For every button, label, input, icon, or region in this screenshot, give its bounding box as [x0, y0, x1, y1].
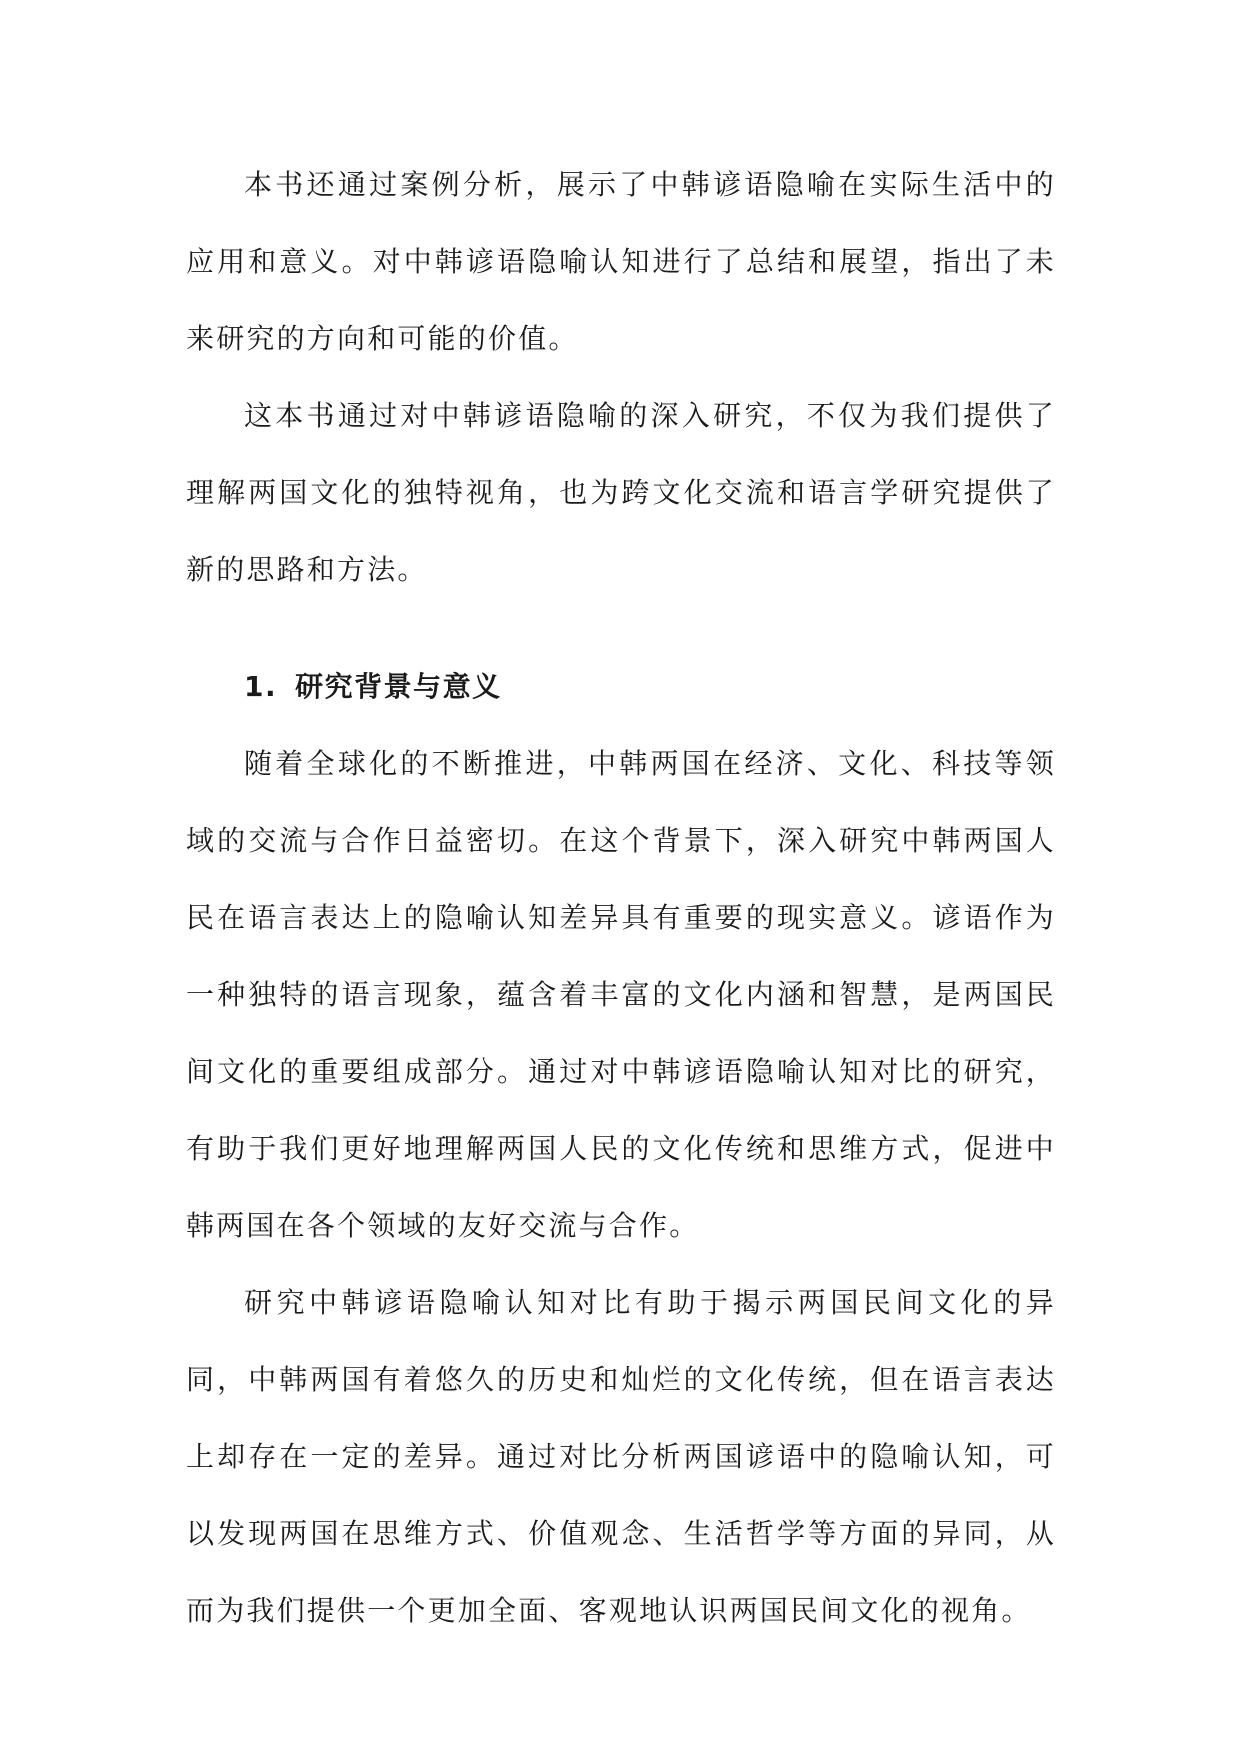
section-heading	[186, 648, 1056, 725]
paragraph: 这本书通过对中韩谚语隐喻的深入研究，不仅为我们提供了理解两国文化的独特视角，也为跨文化交流和语言学研究提供了新的思路和方法。	[186, 399, 1056, 586]
section-title: 研究背景与意义	[295, 670, 502, 703]
paragraph: 研究中韩谚语隐喻认知对比有助于揭示两国民间文化的异同，中韩两国有着悠久的历史和灿烂的文化传统，但在语言表达上却存在一定的差异。通过对比分析两国谚语中的隐喻认知，可以发现两国在思维方式、价值观念、生活哲学等方面的异同，从而为我们提供一个更加全面、客观地认识两国民间文化的视角。	[186, 1286, 1056, 1627]
document-body	[186, 146, 1056, 1649]
paragraph: 本书还通过案例分析，展示了中韩谚语隐喻在实际生活中的应用和意义。对中韩谚语隐喻认知进行了总结和展望，指出了未来研究的方向和可能的价值。	[186, 168, 1056, 355]
section-number: 1.	[244, 670, 278, 703]
paragraph: 随着全球化的不断推进，中韩两国在经济、文化、科技等领域的交流与合作日益密切。在这个背景下，深入研究中韩两国人民在语言表达上的隐喻认知差异具有重要的现实意义。谚语作为一种独特的语言现象，蕴含着丰富的文化内涵和智慧，是两国民间文化的重要组成部分。通过对中韩谚语隐喻认知对比的研究，有助于我们更好地理解两国人民的文化传统和思维方式，促进中韩两国在各个领域的友好交流与合作。	[186, 747, 1056, 1242]
